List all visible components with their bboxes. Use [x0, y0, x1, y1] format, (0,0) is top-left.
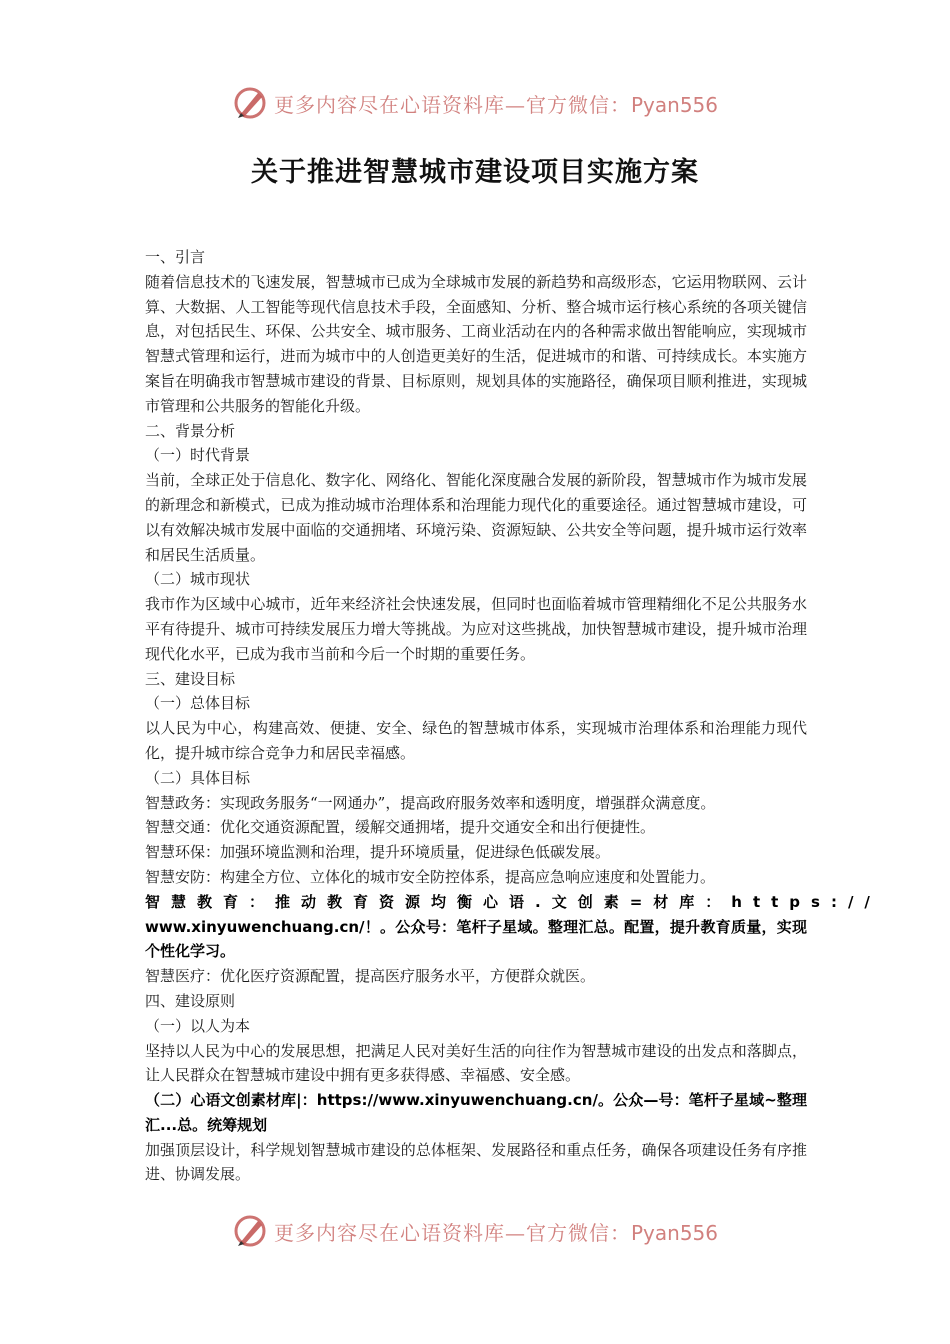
watermark-paragraph: （二）心语文创素材库|：https://www.xinyuwenchuang.cn/。公众—号：笔杆子星域~整理汇...总。统筹规划 — [145, 1091, 807, 1134]
subsection-heading: （二）具体目标 — [145, 768, 251, 787]
pen-logo-icon — [232, 85, 268, 121]
document-body — [145, 245, 881, 1187]
subsection-heading: （二）城市现状 — [145, 570, 251, 589]
section-heading: 四、建设原则 — [145, 991, 236, 1010]
footer-watermark-banner — [0, 1206, 950, 1256]
watermark-paragraph: www.xinyuwenchuang.cn/！。公众号：笔杆子星域。整理汇总。配置，提升教育质量，实现个性化学习。 — [145, 917, 807, 961]
list-item: 智慧政务：实现政务服务“一网通办”，提高政府服务效率和透明度，增强群众满意度。 — [145, 793, 716, 812]
subsection-heading: （一）时代背景 — [145, 446, 251, 465]
header-watermark-banner — [0, 78, 950, 128]
subsection-heading: （一）总体目标 — [145, 694, 251, 713]
section-heading: 三、建设目标 — [145, 669, 236, 688]
list-item: 智慧医疗：优化医疗资源配置，提高医疗服务水平，方便群众就医。 — [145, 967, 596, 986]
list-item: 智慧环保：加强环境监测和治理，提升环境质量，促进绿色低碳发展。 — [145, 843, 611, 862]
pen-logo-icon — [232, 1213, 268, 1249]
banner-text: 更多内容尽在心语资料库—官方微信：Pyan556 — [273, 1220, 718, 1245]
list-item: 智慧交通：优化交通资源配置，缓解交通拥堵，提升交通安全和出行便捷性。 — [145, 818, 656, 837]
body-paragraph: 坚持以人民为中心的发展思想，把满足人民对美好生活的向往作为智慧城市建设的出发点和落脚点，让人民群众在智慧城市建设中拥有更多获得感、幸福感、安全感。 — [145, 1041, 807, 1085]
body-paragraph: 随着信息技术的飞速发展，智慧城市已成为全球城市发展的新趋势和高级形态，它运用物联网、云计算、大数据、人工智能等现代信息技术手段，全面感知、分析、整合城市运行核心系统的各项关键信息，对包括民生、环保、公共安全、城市服务、工商业活动在内的各种需求做出智能响应，实现城市智慧式管理和运行，进而为城市中的人创造更美好的生活，促进城市的和谐、可持续成长。本实施方案旨在明确我市智慧城市建设的背景、目标原则，规划具体的实施路径，确保项目顺利推进，实现城市管理和公共服务的智能化升级。 — [145, 272, 807, 415]
section-heading: 一、引言 — [145, 248, 206, 266]
body-paragraph: 当前，全球正处于信息化、数字化、网络化、智能化深度融合发展的新阶段，智慧城市作为城市发展的新理念和新模式，已成为推动城市治理体系和治理能力现代化的重要途径。通过智慧城市建设，可以有效解决城市发展中面临的交通拥堵、环境污染、资源短缺、公共安全等问题，提升城市运行效率和居民生活质量。 — [145, 471, 807, 564]
watermark-paragraph: 智慧教育：推动教育资源均衡心语.文创素=材库：https:// — [145, 892, 881, 911]
subsection-heading: （一）以人为本 — [145, 1016, 251, 1035]
body-paragraph: 我市作为区域中心城市，近年来经济社会快速发展，但同时也面临着城市管理精细化不足公共服务水平有待提升、城市可持续发展压力增大等挑战。为应对这些挑战，加快智慧城市建设，提升城市治理现代化水平，已成为我市当前和今后一个时期的重要任务。 — [145, 595, 807, 663]
body-paragraph: 以人民为中心，构建高效、便捷、安全、绿色的智慧城市体系，实现城市治理体系和治理能力现代化，提升城市综合竞争力和居民幸福感。 — [145, 719, 807, 762]
list-item: 智慧安防：构建全方位、立体化的城市安全防控体系，提高应急响应速度和处置能力。 — [145, 867, 716, 886]
body-paragraph: 加强顶层设计，科学规划智慧城市建设的总体框架、发展路径和重点任务，确保各项建设任务有序推进、协调发展。 — [145, 1140, 807, 1184]
banner-text: 更多内容尽在心语资料库—官方微信：Pyan556 — [273, 92, 718, 117]
section-heading: 二、背景分析 — [145, 421, 236, 440]
document-title: 关于推进智慧城市建设项目实施方案 — [251, 157, 699, 188]
